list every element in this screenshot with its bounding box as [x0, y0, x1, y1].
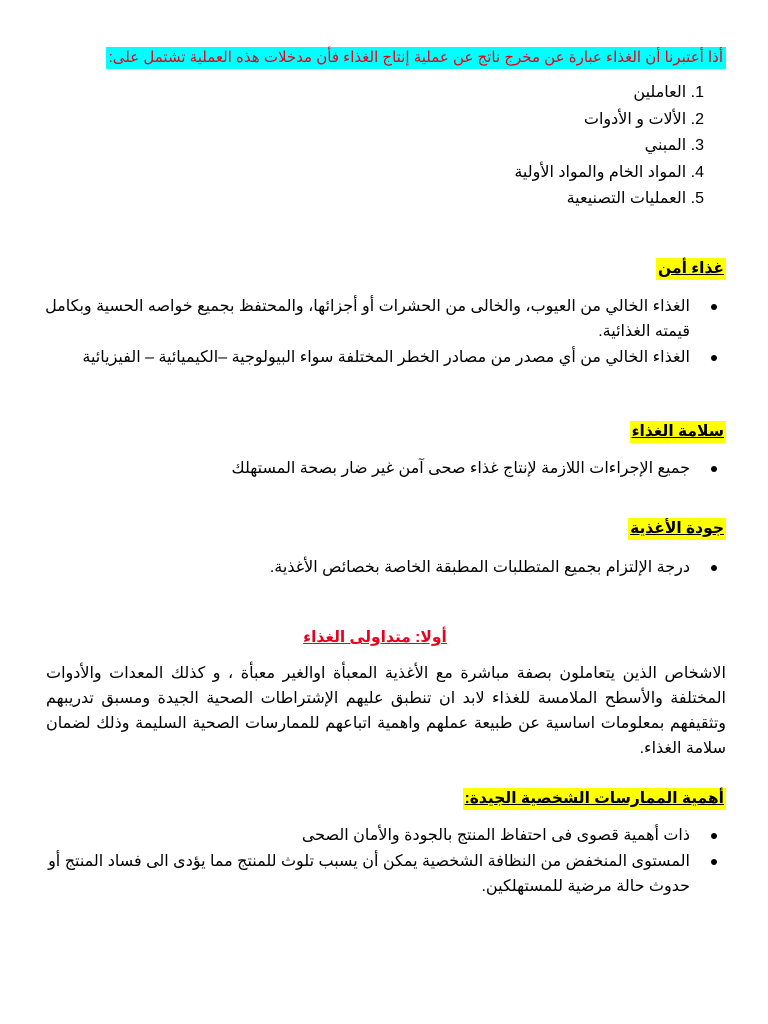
hygiene-importance-heading: أهمية الممارسات الشخصية الجيدة:	[463, 788, 726, 810]
list-item: 3. المبني	[644, 137, 704, 154]
list-item	[36, 345, 726, 370]
list-item	[36, 555, 726, 580]
bullet-icon	[711, 859, 717, 865]
list-item: 4. المواد الخام والمواد الأولية	[514, 163, 704, 181]
bullet-text: درجة الإلتزام بجميع المتطلبات المطبقة الخاصة بخصائص الأغذية.	[269, 559, 690, 576]
bullet-icon	[711, 565, 717, 571]
food-handlers-heading	[0, 627, 768, 649]
list-item	[36, 823, 726, 848]
food-handlers-paragraph: الاشخاص الذين يتعاملون بصفة مباشرة مع الأغذية المعبأة اوالغير معبأة ، و كذلك المعدات والأدوات المختلفة والأسطح الملامسة للغذاء لابد ان تنطبق عليهم الإشتراطات الصحية الجيدة ومسبق تدريبهم وتثقيفهم بمعلومات اساسية عن طبيعة عملهم واهمية اتباعهم للممارسات الصحية السليمة وذلك لضمان سلامة الغذاء.	[46, 665, 726, 757]
bullet-text: ذات أهمية قصوى فى احتفاظ المنتج بالجودة والأمان الصحى	[301, 827, 690, 844]
bullet-icon	[711, 304, 717, 310]
process-inputs-list	[514, 80, 704, 213]
list-item	[36, 294, 726, 344]
food-quality-bullets	[36, 555, 726, 581]
bullet-icon	[711, 466, 717, 472]
bullet-text: جميع الإجراءات اللازمة لإنتاج غذاء صحى آمن غير ضار بصحة المستهلك	[231, 460, 690, 477]
list-item	[36, 849, 726, 899]
hygiene-importance-bullets	[36, 823, 726, 900]
bullet-icon	[711, 833, 717, 839]
list-item: 2. الألات و الأدوات	[583, 110, 704, 128]
safe-food-heading: غذاء أمن	[656, 258, 726, 280]
list-item: 1. العاملين	[633, 84, 704, 101]
bullet-icon	[711, 355, 717, 361]
food-quality-heading: جودة الأغذية	[628, 518, 726, 540]
safe-food-bullets	[36, 294, 726, 371]
list-item: 5. العمليات التصنيعية	[566, 190, 704, 207]
bullet-text: الغذاء الخالي من أي مصدر من مصادر الخطر المختلفة سواء البيولوجية –الكيميائية – الفيزيائية	[82, 349, 690, 366]
food-handlers-heading-text: أولا: متداولى الغذاء	[303, 629, 447, 646]
food-safety-bullets	[36, 456, 726, 482]
list-item	[36, 456, 726, 481]
intro-highlighted-text: أذا أعتبرنا أن الغذاء عبارة عن مخرج ناتج عن عملية إنتاج الغذاء فأن مدخلات هذه العملية تشتمل على:	[106, 47, 726, 69]
bullet-text: الغذاء الخالي من العيوب، والخالى من الحشرات أو أجزائها، والمحتفظ بجميع خواصه الحسية وبكامل قيمته الغذائية.	[45, 298, 690, 340]
bullet-text: المستوى المنخفض من النظافة الشخصية يمكن أن يسبب تلوث للمنتج مما يؤدى الى فساد المنتج أو حدوث حالة مرضية للمستهلكين.	[48, 853, 690, 895]
food-safety-heading: سلامة الغذاء	[630, 421, 726, 443]
